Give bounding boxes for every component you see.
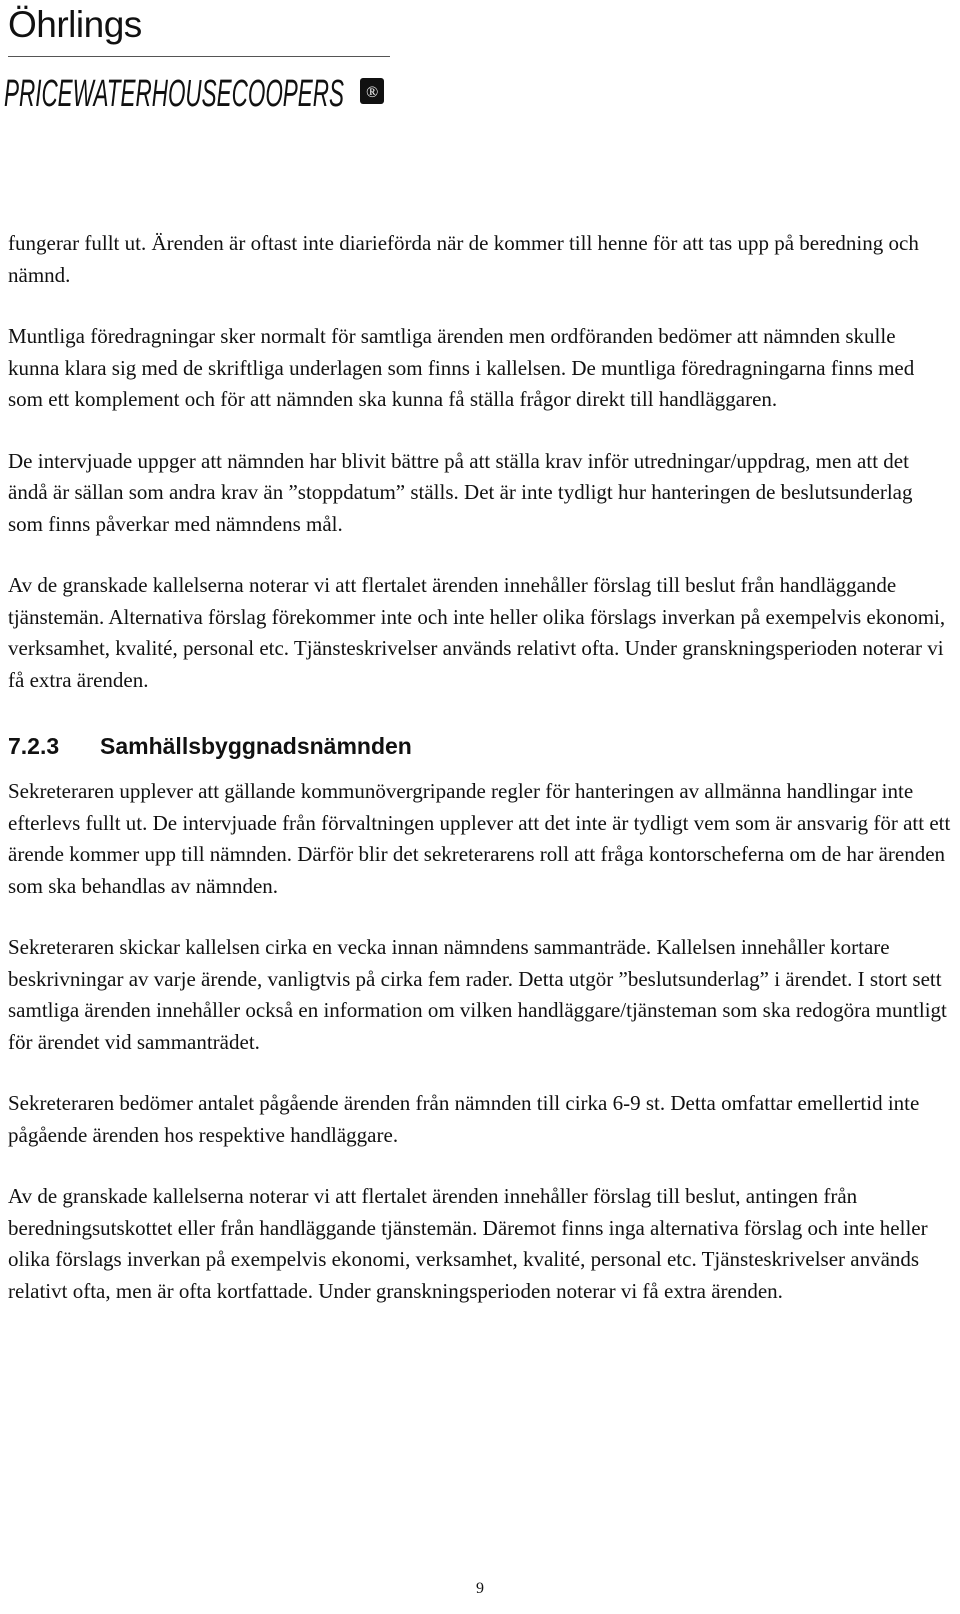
section-title: Samhällsbyggnadsnämnden bbox=[100, 733, 412, 759]
paragraph: Sekreteraren bedömer antalet pågående ärenden från nämnden till cirka 6-9 st. Detta omfattar emellertid inte pågående ärenden hos respektive handläggare. bbox=[8, 1091, 920, 1147]
paragraph: fungerar fullt ut. Ärenden är oftast inte diarieförda när de kommer till henne för att tas upp på beredning och nämnd. bbox=[8, 231, 919, 287]
pwc-logo bbox=[4, 64, 394, 120]
header-divider bbox=[8, 56, 390, 57]
paragraph: Av de granskade kallelserna noterar vi att flertalet ärenden innehåller förslag till beslut, antingen från beredningsutskottet eller från handläggande tjänstemän. Däremot finns inga alternativa förslag och inte heller olika förslags inverkan på exempelvis ekonomi, verksamhet, kvalité, personal etc. Tjänsteskrivelser används relativt ofta, men är ofta kortfattade. Under granskningsperioden noterar vi få extra ärenden. bbox=[8, 1184, 928, 1303]
brand-mark: ® bbox=[365, 84, 379, 101]
paragraph: Sekreteraren upplever att gällande kommunövergripande regler för hanteringen av allmänna handlingar inte efterlevs fullt ut. De intervjuade från förvaltningen upplever att det inte är tydligt vem som är ansvarig för att ett ärende kommer upp till nämnden. Därför blir det sekreterarens roll att fråga kontorscheferna om de har ärenden som ska behandlas av nämnden. bbox=[8, 779, 951, 898]
paragraph: Av de granskade kallelserna noterar vi att flertalet ärenden innehåller förslag till beslut från handläggande tjänstemän. Alternativa förslag förekommer inte och inte heller olika förslags inverkan på exempelvis ekonomi, verksamhet, kvalité, personal etc. Tjänsteskrivelser används relativt ofta. Under granskningsperioden noterar vi få extra ärenden. bbox=[8, 573, 946, 692]
section-heading bbox=[8, 726, 952, 766]
paragraph: Muntliga föredragningar sker normalt för samtliga ärenden men ordföranden bedömer att nämnden skulle kunna klara sig med de skriftliga underlagen som finns i kallelsen. De muntliga föredragningarna finns med som ett komplement och för att nämnden ska kunna få ställa frågor direkt till handläggaren. bbox=[8, 324, 915, 411]
brand-name: PRICEWATERHOUSECOOPERS bbox=[4, 73, 344, 115]
section-number: 7.2.3 bbox=[8, 733, 60, 759]
paragraph: Sekreteraren skickar kallelsen cirka en vecka innan nämndens sammanträde. Kallelsen innehåller kortare beskrivningar av varje ärende, vanligtvis på cirka fem rader. Detta utgör ”beslutsunderlag” i ärendet. I stort sett samtliga ärenden innehåller också en information om vilken handläggare/tjänsteman som ska redogöra muntligt för ärendet vid sammanträdet. bbox=[8, 935, 947, 1054]
paragraph: De intervjuade uppger att nämnden har blivit bättre på att ställa krav inför utredningar/uppdrag, men att det ändå är sällan som andra krav än ”stoppdatum” ställs. Det är inte tydligt hur hanteringen de beslutsunderlag som finns påverkar med nämndens mål. bbox=[8, 448, 913, 536]
company-name: Öhrlings bbox=[8, 4, 142, 45]
document-body bbox=[8, 228, 952, 1337]
page-number: 9 bbox=[476, 1580, 484, 1597]
